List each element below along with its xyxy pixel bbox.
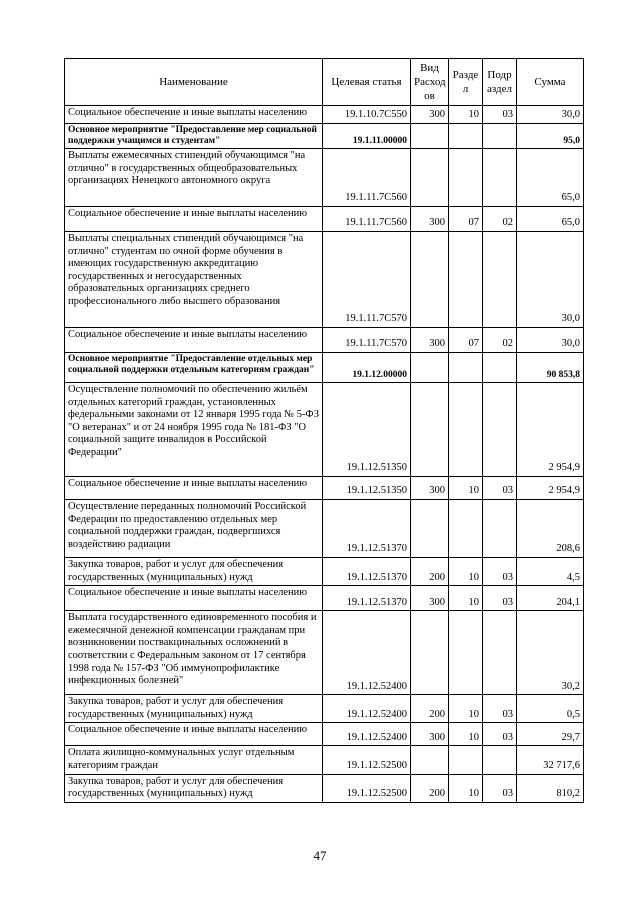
cell-type: [411, 746, 449, 774]
cell-subsection: [483, 500, 517, 558]
page-number: 47: [313, 848, 327, 863]
table-row: [65, 558, 584, 586]
cell-name: Осуществление полномочий по обеспечению жильём отдельных категорий граждан, установленных федеральными законами от 12 января 1995 года № 5-ФЗ "О ветеранах" и от 24 ноября 1995 года № 181-ФЗ "О социальной защите инвалидов в Российской Федерации": [65, 383, 323, 477]
cell-name: Социальное обеспечение и иные выплаты населению: [65, 586, 323, 611]
cell-section: [449, 611, 483, 695]
cell-section: 10: [449, 774, 483, 802]
cell-target: 19.1.12.51370: [323, 586, 411, 611]
table-row: [65, 149, 584, 207]
table-row: [65, 124, 584, 149]
cell-target: 19.1.11.00000: [323, 124, 411, 149]
table-row: [65, 477, 584, 500]
cell-section: 10: [449, 723, 483, 746]
cell-type: 300: [411, 106, 449, 124]
cell-name: Осуществление переданных полномочий Российской Федерации по предоставлению отдельных мер социальной поддержки граждан, подвергшихся воздействию радиации: [65, 500, 323, 558]
cell-type: 300: [411, 477, 449, 500]
cell-subsection: 03: [483, 586, 517, 611]
table-row: [65, 353, 584, 383]
cell-sum: 29,7: [517, 723, 584, 746]
cell-sum: 65,0: [517, 207, 584, 232]
cell-type: 300: [411, 207, 449, 232]
cell-subsection: 03: [483, 477, 517, 500]
cell-section: [449, 383, 483, 477]
cell-section: 10: [449, 586, 483, 611]
cell-name: Социальное обеспечение и иные выплаты населению: [65, 207, 323, 232]
header-target: Целевая статья: [323, 59, 411, 106]
cell-name: Оплата жилищно-коммунальных услуг отдельным категориям граждан: [65, 746, 323, 774]
cell-type: 300: [411, 586, 449, 611]
cell-name: Социальное обеспечение и иные выплаты населению: [65, 106, 323, 124]
cell-type: [411, 611, 449, 695]
table-row: [65, 695, 584, 723]
cell-section: [449, 500, 483, 558]
cell-section: [449, 149, 483, 207]
cell-type: [411, 149, 449, 207]
table-row: [65, 328, 584, 353]
cell-sum: 30,0: [517, 106, 584, 124]
table-row: [65, 106, 584, 124]
cell-sum: 4,5: [517, 558, 584, 586]
table-row: [65, 746, 584, 774]
cell-target: 19.1.11.7С560: [323, 149, 411, 207]
cell-section: 10: [449, 695, 483, 723]
cell-target: 19.1.12.52400: [323, 611, 411, 695]
cell-subsection: 03: [483, 774, 517, 802]
cell-subsection: [483, 149, 517, 207]
cell-subsection: 03: [483, 558, 517, 586]
cell-sum: 30,0: [517, 232, 584, 328]
cell-sum: 208,6: [517, 500, 584, 558]
cell-section: 07: [449, 207, 483, 232]
header-type: Вид Расход ов: [411, 59, 449, 106]
cell-subsection: 03: [483, 695, 517, 723]
table-row: [65, 586, 584, 611]
cell-section: 10: [449, 558, 483, 586]
cell-target: 19.1.12.52500: [323, 746, 411, 774]
table-row: [65, 500, 584, 558]
budget-table: [64, 58, 584, 803]
table-row: [65, 207, 584, 232]
header-section: Разде л: [449, 59, 483, 106]
table-row: [65, 723, 584, 746]
cell-sum: 90 853,8: [517, 353, 584, 383]
cell-sum: 2 954,9: [517, 383, 584, 477]
table-header-row: [65, 59, 584, 106]
cell-subsection: 03: [483, 106, 517, 124]
cell-target: 19.1.11.7С560: [323, 207, 411, 232]
cell-type: 300: [411, 723, 449, 746]
cell-target: 19.1.11.7С570: [323, 232, 411, 328]
cell-name: Закупка товаров, работ и услуг для обеспечения государственных (муниципальных) нужд: [65, 695, 323, 723]
cell-sum: 0,5: [517, 695, 584, 723]
cell-target: 19.1.12.51350: [323, 477, 411, 500]
cell-name: Выплаты специальных стипендий обучающимся "на отлично" студентам по очной форме обучения в имеющих государственную аккредитацию государственных и негосударственных образовательных организациях среднего профессионального либо высшего образования: [65, 232, 323, 328]
cell-target: 19.1.12.52500: [323, 774, 411, 802]
cell-target: 19.1.10.7С550: [323, 106, 411, 124]
cell-target: 19.1.12.52400: [323, 695, 411, 723]
cell-section: 10: [449, 106, 483, 124]
cell-target: 19.1.12.52400: [323, 723, 411, 746]
cell-subsection: 03: [483, 723, 517, 746]
cell-name: Выплаты ежемесячных стипендий обучающимся "на отлично" в государственных общеобразовательных организациях Ненецкого автономного округа: [65, 149, 323, 207]
header-name: Наименование: [65, 59, 323, 106]
cell-type: [411, 232, 449, 328]
cell-name: Социальное обеспечение и иные выплаты населению: [65, 723, 323, 746]
cell-type: 200: [411, 774, 449, 802]
cell-sum: 30,2: [517, 611, 584, 695]
cell-sum: 810,2: [517, 774, 584, 802]
cell-sum: 65,0: [517, 149, 584, 207]
cell-subsection: [483, 746, 517, 774]
cell-subsection: [483, 353, 517, 383]
budget-table-container: [64, 58, 583, 803]
cell-type: [411, 124, 449, 149]
cell-target: 19.1.12.51370: [323, 500, 411, 558]
cell-target: 19.1.11.7С570: [323, 328, 411, 353]
cell-subsection: [483, 383, 517, 477]
cell-subsection: [483, 232, 517, 328]
cell-name: Основное мероприятие "Предоставление мер социальной поддержки учащимся и студентам": [65, 124, 323, 149]
cell-subsection: 02: [483, 207, 517, 232]
cell-section: [449, 124, 483, 149]
cell-subsection: [483, 124, 517, 149]
cell-sum: 2 954,9: [517, 477, 584, 500]
cell-type: 200: [411, 695, 449, 723]
cell-section: [449, 353, 483, 383]
cell-section: [449, 746, 483, 774]
cell-section: 07: [449, 328, 483, 353]
header-subsection: Подр аздел: [483, 59, 517, 106]
table-row: [65, 611, 584, 695]
cell-subsection: 02: [483, 328, 517, 353]
cell-sum: 32 717,6: [517, 746, 584, 774]
cell-name: Социальное обеспечение и иные выплаты населению: [65, 477, 323, 500]
table-row: [65, 232, 584, 328]
cell-name: Закупка товаров, работ и услуг для обеспечения государственных (муниципальных) нужд: [65, 774, 323, 802]
cell-type: 300: [411, 328, 449, 353]
cell-target: 19.1.12.51350: [323, 383, 411, 477]
cell-sum: 95,0: [517, 124, 584, 149]
cell-sum: 204,1: [517, 586, 584, 611]
cell-subsection: [483, 611, 517, 695]
table-body: [65, 106, 584, 803]
cell-type: [411, 383, 449, 477]
header-sum: Сумма: [517, 59, 584, 106]
cell-section: [449, 232, 483, 328]
cell-type: 200: [411, 558, 449, 586]
cell-sum: 30,0: [517, 328, 584, 353]
cell-name: Закупка товаров, работ и услуг для обеспечения государственных (муниципальных) нужд: [65, 558, 323, 586]
cell-type: [411, 353, 449, 383]
cell-target: 19.1.12.00000: [323, 353, 411, 383]
table-row: [65, 774, 584, 802]
table-row: [65, 383, 584, 477]
cell-section: 10: [449, 477, 483, 500]
cell-name: Выплата государственного единовременного пособия и ежемесячной денежной компенсации гражданам при возникновении поствакцинальных осложнений в соответствии с Федеральным законом от 17 сентября 1998 года № 157-ФЗ "Об иммунопрофилактике инфекционных болезней": [65, 611, 323, 695]
cell-target: 19.1.12.51370: [323, 558, 411, 586]
cell-name: Социальное обеспечение и иные выплаты населению: [65, 328, 323, 353]
cell-type: [411, 500, 449, 558]
cell-name: Основное мероприятие "Предоставление отдельных мер социальной поддержки отдельным категориям граждан": [65, 353, 323, 383]
